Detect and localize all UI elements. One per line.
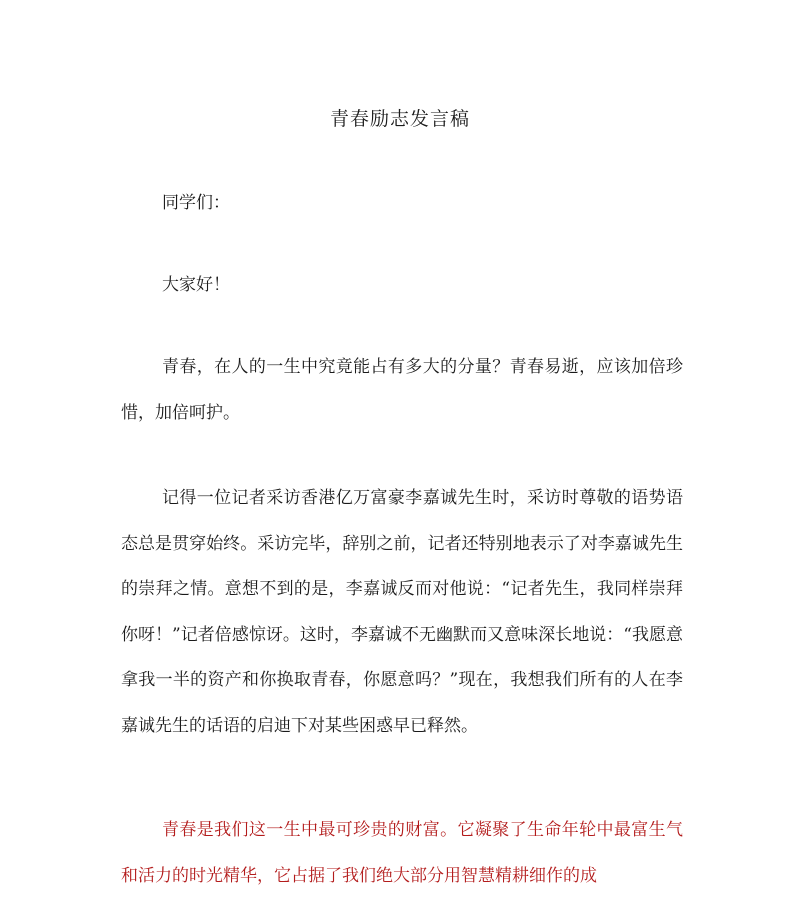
document-title: 青春励志发言稿 <box>329 108 470 130</box>
paragraph-li-ka-shing: 记得一位记者采访香港亿万富豪李嘉诚先生时，采访时尊敬的语势语态总是贯穿始终。采访完毕，辞别之前，记者还特别地表示了对李嘉诚先生的崇拜之情。意想不到的是，李嘉诚反而对他说：“记者先生，我同样崇拜你呀！”记者倍感惊讶。这时，李嘉诚不无幽默而又意味深长地说：“我愿意拿我一半的资产和你换取青春，你愿意吗？”现在，我想我们所有的人在李嘉诚先生的话语的启迪下对某些困惑早已释然。 <box>121 488 683 736</box>
paragraph-youth-treasure: 青春是我们这一生中最可珍贵的财富。它凝聚了生命年轮中最富生气和活力的时光精华，它占据了我们绝大部分用智慧精耕细作的成 <box>121 820 683 886</box>
paragraph-youth-value: 青春，在人的一生中究竟能占有多大的分量？青春易逝，应该加倍珍惜，加倍呵护。 <box>121 357 683 423</box>
greeting-classmates: 同学们： <box>162 193 230 213</box>
greeting-everyone: 大家好！ <box>162 275 230 295</box>
